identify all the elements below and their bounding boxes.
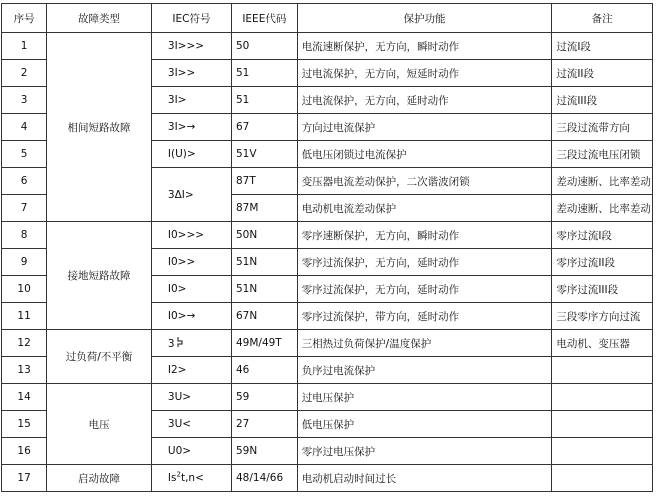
ieee-code: 59 (231, 384, 297, 411)
header-function: 保护功能 (297, 4, 552, 33)
row-no: 13 (2, 357, 47, 384)
iec-symbol: I0>> (151, 249, 231, 276)
protection-function: 低电压闭锁过电流保护 (297, 141, 552, 168)
row-no: 4 (2, 114, 47, 141)
ieee-code: 51 (231, 60, 297, 87)
fault-type-cell: 启动故障 (47, 465, 152, 492)
protection-function: 变压器电流差动保护，二次谐波闭锁 (297, 168, 552, 195)
protection-function: 电动机电流差动保护 (297, 195, 552, 222)
ieee-code: 27 (231, 411, 297, 438)
row-no: 1 (2, 33, 47, 60)
table-row (2, 330, 653, 357)
protection-function: 零序过流保护，无方向，延时动作 (297, 249, 552, 276)
iec-symbol: 3U> (151, 384, 231, 411)
protection-function: 三相热过负荷保护/温度保护 (297, 330, 552, 357)
protection-function: 过电流保护，无方向，短延时动作 (297, 60, 552, 87)
header-iec: IEC符号 (151, 4, 231, 33)
ieee-code: 48/14/66 (231, 465, 297, 492)
header-ieee: IEEE代码 (231, 4, 297, 33)
note (552, 411, 653, 438)
row-no: 14 (2, 384, 47, 411)
ieee-code: 51V (231, 141, 297, 168)
iec-symbol-base: Is (167, 472, 177, 484)
row-no: 10 (2, 276, 47, 303)
note: 零序过流III段 (552, 276, 653, 303)
note: 差动速断、比率差动 (552, 168, 653, 195)
protection-function: 过电压保护 (297, 384, 552, 411)
row-no: 5 (2, 141, 47, 168)
header-note: 备注 (552, 4, 653, 33)
row-no: 8 (2, 222, 47, 249)
iec-symbol-text: 3 (167, 338, 175, 350)
note (552, 465, 653, 492)
protection-function: 方向过电流保护 (297, 114, 552, 141)
protection-function: 负序过电流保护 (297, 357, 552, 384)
protection-function: 过电流保护，无方向，延时动作 (297, 87, 552, 114)
row-no: 12 (2, 330, 47, 357)
iec-symbol: I(U)> (151, 141, 231, 168)
fault-type-cell: 相间短路故障 (47, 33, 152, 222)
note (552, 357, 653, 384)
ieee-code: 67 (231, 114, 297, 141)
table-row (2, 222, 653, 249)
row-no: 9 (2, 249, 47, 276)
note: 三段零序方向过流 (552, 303, 653, 330)
header-no: 序号 (2, 4, 47, 33)
ieee-code: 46 (231, 357, 297, 384)
iec-symbol: I0> (151, 276, 231, 303)
ieee-code: 87T (231, 168, 297, 195)
table-row (2, 384, 653, 411)
iec-symbol-superscript: 2 (176, 470, 181, 479)
iec-symbol: 3U< (151, 411, 231, 438)
iec-symbol: 3I>→ (151, 114, 231, 141)
note: 差动速断、比率差动 (552, 195, 653, 222)
protection-function: 零序过流保护，无方向，延时动作 (297, 276, 552, 303)
row-no: 7 (2, 195, 47, 222)
iec-symbol: 3I>> (151, 60, 231, 87)
ieee-code: 87M (231, 195, 297, 222)
header-fault-type: 故障类型 (47, 4, 152, 33)
iec-symbol (151, 330, 231, 357)
protection-function: 电动机启动时间过长 (297, 465, 552, 492)
ieee-code: 49M/49T (231, 330, 297, 357)
ieee-code: 59N (231, 438, 297, 465)
ieee-code: 51N (231, 276, 297, 303)
iec-symbol: U0> (151, 438, 231, 465)
note (552, 384, 653, 411)
ieee-code: 50 (231, 33, 297, 60)
protection-function: 零序过电压保护 (297, 438, 552, 465)
iec-symbol: I0>>> (151, 222, 231, 249)
fault-type-cell: 电压 (47, 384, 152, 465)
fault-type-cell: 接地短路故障 (47, 222, 152, 330)
iec-symbol: 3ΔI> (151, 168, 231, 222)
note: 电动机、变压器 (552, 330, 653, 357)
ieee-code: 51N (231, 249, 297, 276)
row-no: 3 (2, 87, 47, 114)
row-no: 11 (2, 303, 47, 330)
fault-type-cell: 过负荷/不平衡 (47, 330, 152, 384)
table-row (2, 33, 653, 60)
ieee-code: 51 (231, 87, 297, 114)
header-row (2, 4, 653, 33)
note (552, 438, 653, 465)
note: 三段过流带方向 (552, 114, 653, 141)
row-no: 15 (2, 411, 47, 438)
note: 过流I段 (552, 33, 653, 60)
iec-symbol: I0>→ (151, 303, 231, 330)
note: 过流II段 (552, 60, 653, 87)
iec-symbol: 3I>>> (151, 33, 231, 60)
row-no: 2 (2, 60, 47, 87)
ieee-code: 50N (231, 222, 297, 249)
protection-function-table (1, 3, 653, 492)
iec-symbol (151, 465, 231, 492)
iec-symbol-tail: t,n< (180, 472, 204, 484)
note: 三段过流电压闭锁 (552, 141, 653, 168)
row-no: 17 (2, 465, 47, 492)
note: 零序过流I段 (552, 222, 653, 249)
note: 零序过流II段 (552, 249, 653, 276)
iec-symbol: 3I> (151, 87, 231, 114)
protection-function: 零序过流保护，带方向，延时动作 (297, 303, 552, 330)
row-no: 16 (2, 438, 47, 465)
ieee-code: 67N (231, 303, 297, 330)
row-no: 6 (2, 168, 47, 195)
protection-function: 零序速断保护，无方向，瞬时动作 (297, 222, 552, 249)
iec-symbol: I2> (151, 357, 231, 384)
table-row (2, 465, 653, 492)
note: 过流III段 (552, 87, 653, 114)
protection-function: 电流速断保护，无方向，瞬时动作 (297, 33, 552, 60)
thermal-relay-icon (176, 336, 186, 348)
protection-function: 低电压保护 (297, 411, 552, 438)
